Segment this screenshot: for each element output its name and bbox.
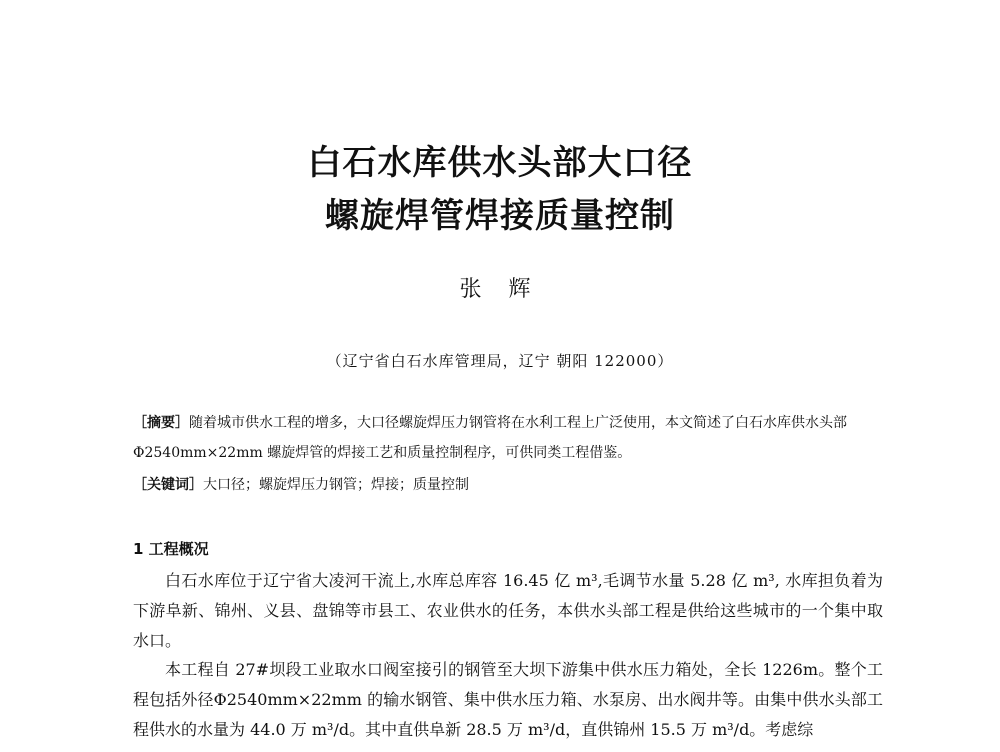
abstract-label: ［摘要］: [133, 415, 189, 431]
body-paragraph-1: 白石水库位于辽宁省大凌河干流上,水库总库容 16.45 亿 m³,毛调节水量 5.28 亿 m³, 水库担负着为下游阜新、锦州、义县、盘锦等市县工、农业供水的任务，本供水头部工程是供给这些城市的一个集中取水口。: [133, 571, 883, 650]
abstract-text: 随着城市供水工程的增多，大口径螺旋焊压力钢管将在水利工程上广泛使用，本文简述了白石水库供水头部Φ2540mm×22mm 螺旋焊管的焊接工艺和质量控制程序，可供同类工程借鉴。: [133, 415, 847, 461]
body-paragraph-2: 本工程自 27#坝段工业取水口阀室接引的钢管至大坝下游集中供水压力箱处，全长 1226m。整个工程包括外径Φ2540mm×22mm 的输水钢管、集中供水压力箱、水泵房、出水阀井等。由集中供水头部工程供水的水量为 44.0 万 m³/d。其中直供阜新 28.5 万 m³/d，直供锦州 15.5 万 m³/d。考虑综: [133, 660, 883, 739]
abstract-block: [133, 408, 893, 468]
author-affiliation: （辽宁省白石水库管理局，辽宁 朝阳 122000）: [326, 352, 674, 370]
paper-title-line-2: 螺旋焊管焊接质量控制: [325, 196, 675, 236]
keywords-block: [133, 470, 893, 500]
paper-title-line-1: 白石水库供水头部大口径: [307, 143, 693, 183]
author-name: 张 辉: [459, 277, 541, 302]
keywords-label: ［关键词］: [133, 477, 203, 493]
keywords-text: 大口径；螺旋焊压力钢管；焊接；质量控制: [203, 477, 469, 493]
section-heading: 1 工程概况: [133, 540, 209, 558]
